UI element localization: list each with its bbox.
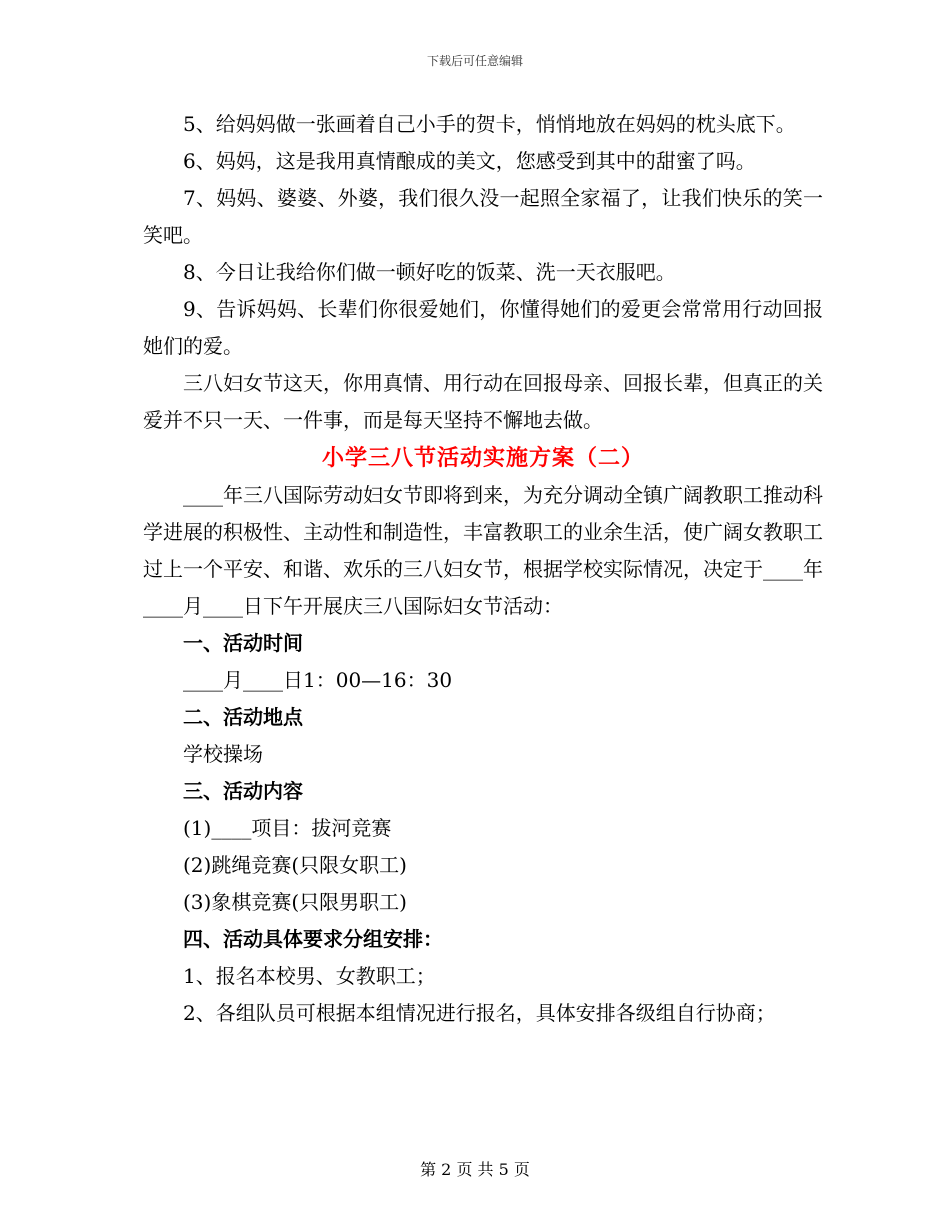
section-heading-time: 一、活动时间: [183, 631, 303, 655]
page-footer: 第 2 页 共 5 页: [420, 1160, 530, 1179]
activity-time: ____月____日1：00—16：30: [183, 668, 453, 692]
paragraph-item-8: 8、今日让我给你们做一顿好吃的饭菜、洗一天衣服吧。: [183, 260, 676, 284]
paragraph-item-9: 9、告诉妈妈、长辈们你很爱她们，你懂得她们的爱更会常常用行动回报她们的爱。: [143, 297, 823, 358]
document-body: [143, 106, 823, 1032]
content-item-2: (2)跳绳竞赛(只限女职工): [183, 853, 407, 877]
paragraph-summary: 三八妇女节这天，你用真情、用行动在回报母亲、回报长辈，但真正的关爱并不只一天、一件事，而是每天坚持不懈地去做。: [143, 371, 823, 432]
content-item-3: (3)象棋竞赛(只限男职工): [183, 890, 407, 914]
section-heading-content: 三、活动内容: [183, 779, 303, 803]
requirement-item-2: 2、各组队员可根据本组情况进行报名，具体安排各级组自行协商；: [183, 1001, 776, 1025]
requirement-item-1: 1、报名本校男、女教职工；: [183, 964, 436, 988]
activity-location: 学校操场: [183, 742, 263, 766]
intro-paragraph: ____年三八国际劳动妇女节即将到来，为充分调动全镇广阔教职工推动科学进展的积极性、主动性和制造性，丰富教职工的业余生活，使广阔女教职工过上一个平安、和谐、欢乐的三八妇女节，根据学校实际情况，决定于____年____月____日下午开展庆三八国际妇女节活动：: [143, 483, 823, 618]
page-header: 下载后可任意编辑: [426, 54, 523, 68]
paragraph-item-7: 7、妈妈、婆婆、外婆，我们很久没一起照全家福了，让我们快乐的笑一笑吧。: [143, 186, 823, 247]
document-title: 小学三八节活动实施方案（二）: [321, 445, 644, 471]
paragraph-item-5: 5、给妈妈做一张画着自己小手的贺卡，悄悄地放在妈妈的枕头底下。: [183, 112, 796, 136]
section-heading-location: 二、活动地点: [183, 705, 303, 729]
content-item-1: (1)____项目：拔河竞赛: [183, 816, 392, 840]
section-heading-requirements: 四、活动具体要求分组安排：: [183, 927, 443, 951]
paragraph-item-6: 6、妈妈，这是我用真情酿成的美文，您感受到其中的甜蜜了吗。: [183, 149, 756, 173]
